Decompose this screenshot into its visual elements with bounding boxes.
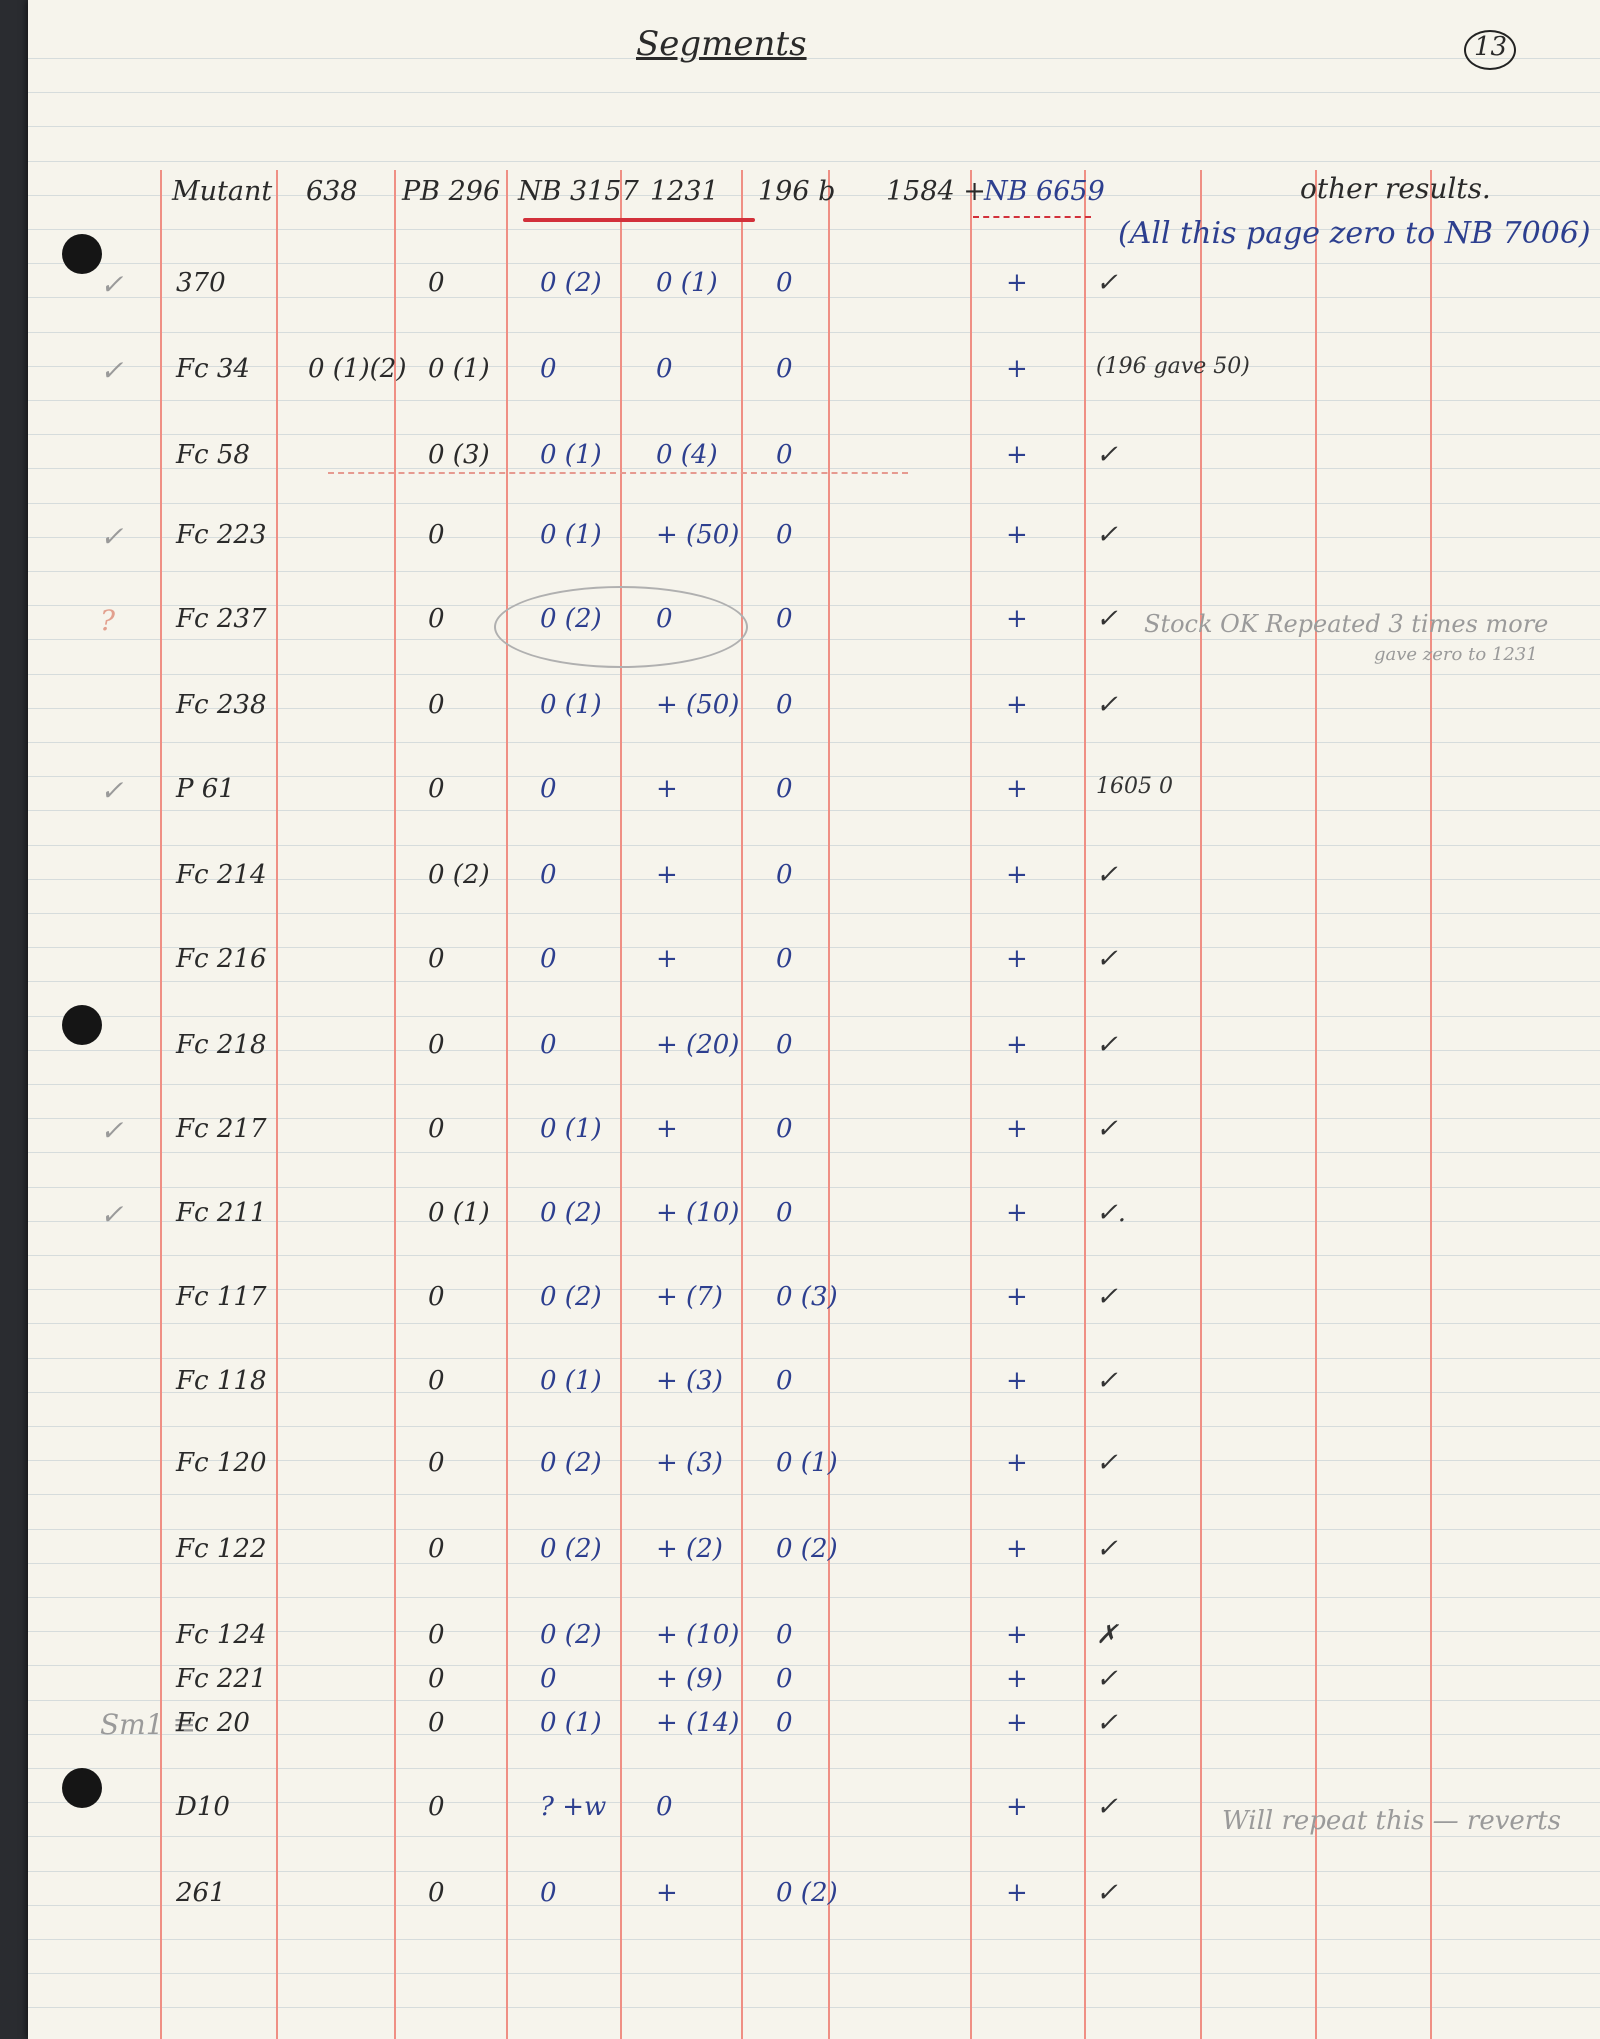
cell-note: ✓. [1096,1198,1127,1228]
cell-c1231: + (3) [656,1366,723,1396]
column-rule [506,170,508,2039]
cell-nb3157: 0 [540,1030,557,1060]
cell-note: ✓ [1096,1114,1118,1144]
column-rule [276,170,278,2039]
cell-note: 1605 0 [1096,774,1173,799]
rule-line [28,1597,1600,1598]
cell-nb3157: 0 (1) [540,520,602,550]
mutant-id: Fc 120 [176,1448,267,1478]
cell-c1231: 0 [656,604,673,634]
cell-pb296: 0 [428,1448,445,1478]
cell-margin: ✓ [100,1198,124,1231]
cell-note: ✓ [1096,944,1118,974]
cell-c196: 0 [776,1198,793,1228]
cell-nb6659: + [1006,1620,1028,1650]
cell-c1231: + [656,860,678,890]
cell-nb6659: + [1006,944,1028,974]
mutant-id: Fc 216 [176,944,267,974]
cell-nb3157: 0 [540,1664,557,1694]
rule-line [28,1323,1600,1324]
mutant-id: Fc 238 [176,690,267,720]
cell-nb3157: 0 [540,944,557,974]
cell-nb3157: 0 [540,860,557,890]
mutant-id: P 61 [176,774,235,804]
cell-note: ✓ [1096,1534,1118,1564]
cell-nb6659: + [1006,1114,1028,1144]
cell-nb6659: + [1006,690,1028,720]
cell-c196: 0 [776,268,793,298]
cell-nb6659: + [1006,354,1028,384]
cell-nb3157: 0 (2) [540,1534,602,1564]
cell-pb296: 0 (1) [428,354,490,384]
cell-nb6659: + [1006,1366,1028,1396]
header-note-blue: (All this page zero to NB 7006) [1118,216,1591,251]
notebook-page [28,0,1600,2039]
cell-nb3157: 0 (1) [540,1366,602,1396]
cell-pb296: 0 [428,1534,445,1564]
cell-margin: Sm1 ≡ [100,1708,196,1741]
rule-line [28,1836,1600,1837]
cell-pb296: 0 (2) [428,860,490,890]
cell-note: ✓ [1096,520,1118,550]
cell-c1231: 0 [656,354,673,384]
cell-note: ✓ [1096,440,1118,470]
rule-line [28,58,1600,59]
rule-line [28,434,1600,435]
cell-c196: 0 [776,1708,793,1738]
mutant-id: Fc 221 [176,1664,267,1694]
cell-c196: 0 [776,860,793,890]
cell-nb6659: + [1006,1878,1028,1908]
mutant-id: 261 [176,1878,226,1908]
cell-pb296: 0 [428,1792,445,1822]
rule-line [28,742,1600,743]
cell-nb3157: 0 (2) [540,1620,602,1650]
mutant-id: 370 [176,268,226,298]
rule-line [28,263,1600,264]
rule-line [28,981,1600,982]
cell-c1231: 0 [656,1792,673,1822]
mutant-id: Fc 237 [176,604,267,634]
column-rule [1084,170,1086,2039]
cell-nb6659: + [1006,1030,1028,1060]
rule-line [28,1358,1600,1359]
rule-line [28,1871,1600,1872]
cell-pb296: 0 [428,944,445,974]
cell-c196: 0 [776,604,793,634]
mutant-id: Fc 58 [176,440,250,470]
cell-c196: 0 [776,1030,793,1060]
cell-note: ✓ [1096,1366,1118,1396]
column-header: NB 6659 [984,176,1105,207]
rule-line [28,126,1600,127]
cell-nb3157: 0 (1) [540,1708,602,1738]
cell-c196: 0 [776,1114,793,1144]
cell-c196: 0 [776,440,793,470]
side-note-d10: Will repeat this — reverts [1222,1806,1562,1836]
cell-note: (196 gave 50) [1096,354,1250,379]
cell-pb296: 0 [428,1620,445,1650]
rule-line [28,468,1600,469]
mutant-id: Fc 223 [176,520,267,550]
rule-line [28,1255,1600,1256]
side-note-fc237: Stock OK Repeated 3 times more [1144,610,1549,638]
rule-line [28,1734,1600,1735]
mutant-id: Fc 118 [176,1366,267,1396]
rule-line [28,161,1600,162]
side-note-fc237-2: gave zero to 1231 [1374,644,1538,665]
cell-c1231: + (10) [656,1620,740,1650]
cell-margin: ? [100,604,116,637]
rule-line [28,1529,1600,1530]
dashed-separator [328,472,908,474]
cell-nb3157: 0 (2) [540,604,602,634]
cell-note: ✓ [1096,1878,1118,1908]
cell-c196: 0 [776,944,793,974]
cell-nb3157: 0 (1) [540,690,602,720]
cell-nb6659: + [1006,1792,1028,1822]
mutant-id: Fc 214 [176,860,267,890]
column-rule [1430,170,1432,2039]
column-header: 1231 [650,176,719,207]
cell-c1231: + (7) [656,1282,723,1312]
cell-nb6659: + [1006,1198,1028,1228]
cell-nb6659: + [1006,1282,1028,1312]
cell-nb6659: + [1006,1534,1028,1564]
cell-c1231: + (14) [656,1708,740,1738]
column-rule [160,170,162,2039]
cell-c196: 0 [776,690,793,720]
rule-line [28,400,1600,401]
cell-c1231: + [656,1878,678,1908]
rule-line [28,913,1600,914]
cell-pb296: 0 [428,1366,445,1396]
cell-nb6659: + [1006,1448,1028,1478]
cell-nb6659: + [1006,604,1028,634]
cell-pb296: 0 [428,268,445,298]
column-header: Mutant [172,176,273,207]
cell-c1231: + (50) [656,520,740,550]
cell-c196: 0 (2) [776,1878,838,1908]
rule-line [28,674,1600,675]
cell-nb3157: 0 (2) [540,268,602,298]
mutant-id: D10 [176,1792,230,1822]
column-rule [1315,170,1317,2039]
rule-line [28,297,1600,298]
mutant-id: Fc 211 [176,1198,267,1228]
rule-line [28,571,1600,572]
rule-line [28,1426,1600,1427]
cell-nb6659: + [1006,1708,1028,1738]
cell-nb6659: + [1006,440,1028,470]
cell-pb296: 0 [428,604,445,634]
cell-nb6659: + [1006,774,1028,804]
rule-line [28,1700,1600,1701]
rule-line [28,503,1600,504]
cell-c196: 0 [776,1620,793,1650]
column-header: 1584 + [886,176,986,207]
column-header: PB 296 [402,176,501,207]
mutant-id: Fc 117 [176,1282,267,1312]
rule-line [28,1187,1600,1188]
cell-pb296: 0 [428,520,445,550]
cell-c196: 0 [776,354,793,384]
column-rule [394,170,396,2039]
cell-pb296: 0 (1) [428,1198,490,1228]
column-header: 196 b [758,176,836,207]
cell-c1231: + (20) [656,1030,740,1060]
rule-line [28,1016,1600,1017]
cell-margin: ✓ [100,268,124,301]
header-note: other results. [1300,172,1491,205]
rule-line [28,332,1600,333]
cell-note: ✓ [1096,1792,1118,1822]
cell-nb3157: 0 (1) [540,1114,602,1144]
cell-note: ✓ [1096,1664,1118,1694]
cell-c1231: 0 (1) [656,268,718,298]
cell-note: ✓ [1096,690,1118,720]
cell-note: ✓ [1096,1708,1118,1738]
column-rule [620,170,622,2039]
cell-nb3157: 0 (2) [540,1198,602,1228]
cell-c196: 0 [776,1366,793,1396]
cell-pb296: 0 [428,1030,445,1060]
cell-margin: ✓ [100,1114,124,1147]
rule-line [28,92,1600,93]
cell-pb296: 0 [428,690,445,720]
cell-c196: 0 [776,520,793,550]
cell-nb3157: 0 [540,354,557,384]
cell-note: ✓ [1096,268,1118,298]
mutant-id: Fc 122 [176,1534,267,1564]
cell-nb3157: 0 (1) [540,440,602,470]
cell-nb3157: ? +w [540,1792,607,1822]
column-rule [741,170,743,2039]
cell-c638: 0 (1)(2) [308,354,407,384]
cell-margin: ✓ [100,520,124,553]
cell-c1231: + (50) [656,690,740,720]
rule-line [28,776,1600,777]
cell-nb3157: 0 (2) [540,1448,602,1478]
cell-nb3157: 0 [540,774,557,804]
cell-margin: ✓ [100,774,124,807]
cell-note: ✓ [1096,1448,1118,1478]
mutant-id: Fc 20 [176,1708,250,1738]
cell-nb6659: + [1006,268,1028,298]
cell-note: ✓ [1096,604,1118,634]
rule-line [28,1768,1600,1769]
page-number: 13 [1474,32,1508,62]
cell-note: ✓ [1096,1282,1118,1312]
mutant-id: Fc 218 [176,1030,267,1060]
rule-line [28,366,1600,367]
cell-note: ✓ [1096,1030,1118,1060]
cell-pb296: 0 [428,774,445,804]
cell-pb296: 0 [428,1664,445,1694]
cell-pb296: 0 [428,1114,445,1144]
cell-c1231: + (10) [656,1198,740,1228]
cell-note: ✓ [1096,860,1118,890]
rule-line [28,845,1600,846]
punch-hole [62,234,102,274]
cell-c196: 0 [776,774,793,804]
rule-line [28,1939,1600,1940]
cell-pb296: 0 [428,1282,445,1312]
red-underline [523,218,755,222]
cell-c196: 0 (1) [776,1448,838,1478]
rule-line [28,1494,1600,1495]
cell-pb296: 0 [428,1708,445,1738]
cell-margin: ✓ [100,354,124,387]
cell-nb3157: 0 [540,1878,557,1908]
punch-hole [62,1005,102,1045]
rule-line [28,1152,1600,1153]
mutant-id: Fc 34 [176,354,250,384]
cell-nb6659: + [1006,1664,1028,1694]
circled-entry [494,586,748,668]
rule-line [28,1084,1600,1085]
rule-line [28,639,1600,640]
cell-nb6659: + [1006,520,1028,550]
page-title: Segments [636,24,807,64]
rule-line [28,810,1600,811]
mutant-id: Fc 217 [176,1114,267,1144]
cell-pb296: 0 (3) [428,440,490,470]
cell-c1231: + [656,774,678,804]
column-header: NB 3157 [518,176,639,207]
cell-c1231: + [656,1114,678,1144]
red-dashed-underline [973,216,1091,218]
cell-c1231: + (3) [656,1448,723,1478]
cell-c196: 0 (2) [776,1534,838,1564]
punch-hole [62,1768,102,1808]
cell-pb296: 0 [428,1878,445,1908]
rule-line [28,1973,1600,1974]
cell-c1231: + (9) [656,1664,723,1694]
cell-c196: 0 (3) [776,1282,838,1312]
cell-c196: 0 [776,1664,793,1694]
cell-nb3157: 0 (2) [540,1282,602,1312]
mutant-id: Fc 124 [176,1620,267,1650]
column-header: 638 [306,176,358,207]
column-rule [970,170,972,2039]
column-rule [828,170,830,2039]
cell-note: ✗ [1096,1620,1118,1650]
column-rule [1200,170,1202,2039]
cell-nb6659: + [1006,860,1028,890]
cell-c1231: + [656,944,678,974]
rule-line [28,1802,1600,1803]
rule-line [28,2007,1600,2008]
cell-c1231: + (2) [656,1534,723,1564]
cell-c1231: 0 (4) [656,440,718,470]
